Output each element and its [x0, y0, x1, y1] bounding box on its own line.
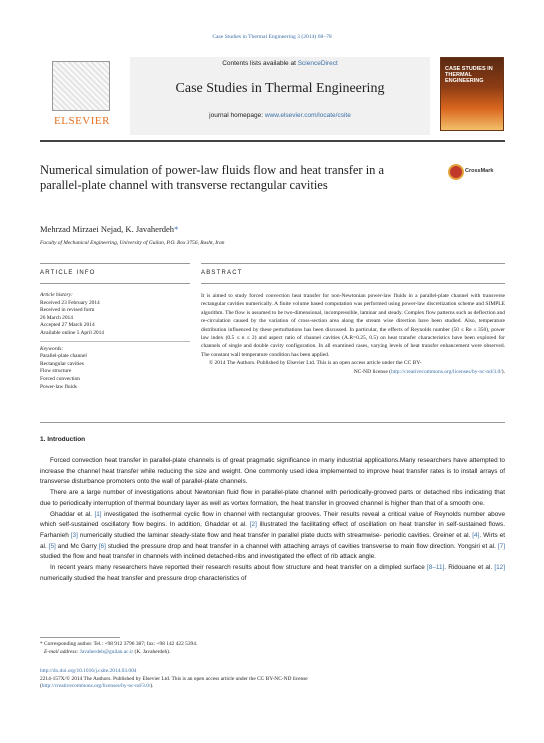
homepage-prefix: journal homepage:	[209, 112, 265, 119]
keywords-label: Keywords:	[40, 345, 64, 352]
doi-link[interactable]: http://dx.doi.org/10.1016/j.csite.2014.03.004	[40, 668, 137, 674]
contents-line	[130, 60, 430, 67]
article-info	[40, 292, 190, 391]
article-title: Numerical simulation of power-law fluids flow and heat transfer in a parallel-plate channel with transverse rectangular cavities	[40, 163, 385, 192]
abstract-end-rule	[40, 422, 505, 423]
text: Ghaddar et al.	[50, 510, 95, 518]
keyword-item: Flow structure	[40, 368, 72, 375]
text: studied the pressure drop and heat transfer in a channel with attaching arrays of cavities transverse to main flow direction. Yongsiri et al.	[105, 542, 498, 550]
text: . Ridouane et al.	[444, 564, 495, 572]
history-item: Received 23 February 2014	[40, 299, 100, 306]
sciencedirect-link[interactable]: ScienceDirect	[297, 60, 338, 67]
text: ).	[150, 683, 154, 690]
keyword-item: Power-law fluids	[40, 383, 77, 390]
citation-link[interactable]: [3]	[70, 531, 78, 539]
info-rule-top	[40, 263, 190, 264]
introduction-body	[40, 456, 505, 584]
citation-link[interactable]: [6]	[98, 542, 106, 550]
email-label: E-mail address:	[44, 648, 80, 655]
text: (	[40, 683, 42, 690]
cover-title: CASE STUDIES IN THERMAL ENGINEERING	[445, 66, 493, 84]
email-line	[40, 649, 505, 657]
info-divider	[40, 338, 190, 342]
license-line	[40, 683, 505, 691]
footnote-rule	[40, 637, 120, 638]
abstract-text: It is aimed to study forced convection heat transfer for non-Newtonian power-law fluids in a parallel-plate channel with transverse rectangular cavities numerically. A finite volume based computation was performed using power-law discretization scheme and SIMPLE algorithm. The flow is assumed to be two-dimensional, incompressible, laminar and steady. Complex flow patterns such as deflection and re-circulation caused by the variation of cross-section area along the stream wise direction have been studied. Also, temperature distribution influenced by these perturbations has been discussed. In particular, the effects of Reynolds number (50 ≤ Re ≤ 350), power law index (0.5 ≤ n ≤ 2) and aspect ratio of channel cavities (A.R=0.25, 0.5) on heat transfer characteristics have been explored for channels of single and double cavity configuration. In all examined cases, varying levels of heat transfer enhancement were observed. The constant wall temperature condition has been applied.	[201, 293, 505, 358]
citation-link[interactable]: [4]	[472, 531, 480, 539]
text: studied the flow and heat transfer in channels with inclined detached-ribs and investigated the effect of rib attack angle.	[40, 553, 376, 561]
publisher-name: ELSEVIER	[54, 115, 110, 127]
abstract-label: ABSTRACT	[201, 270, 243, 276]
paragraph: There are a large number of investigations about Newtonian fluid flow in parallel-plate channel with periodically-grooved parts or detached ribs indicating that due to periodically interruption of thermal boundary layer as well as vortex formation, the heat transfer in grooved channel is higher than that of a smooth one.	[40, 489, 505, 507]
contents-prefix: Contents lists available at	[222, 60, 298, 67]
text: illustrated the facilitating effect of oscillation on heat transfer in self-sustained flows. Farhanieh	[40, 521, 505, 539]
abstract-rule-bottom	[201, 283, 505, 284]
article-info-label: ARTICLE INFO	[40, 270, 96, 276]
journal-title: Case Studies in Thermal Engineering	[175, 81, 385, 96]
email-suffix: (K. Javaherdeh).	[133, 648, 171, 655]
citation-link[interactable]: [12]	[494, 564, 505, 572]
doi-block	[40, 668, 505, 691]
homepage-line	[130, 112, 430, 119]
text: numerically studied the heat transfer and pressure drop characteristics of	[40, 574, 247, 582]
keyword-item: Parallel-plate channel	[40, 353, 87, 360]
text: . Wirts et al.	[40, 531, 505, 550]
abstract	[201, 292, 505, 376]
info-rule-bottom	[40, 283, 190, 284]
crossmark-label: CrossMark	[465, 168, 494, 174]
history-item: 26 March 2014	[40, 314, 73, 321]
affiliation: Faculty of Mechanical Engineering, University of Guilan, P.O. Box 3756, Rasht, Iran	[40, 240, 225, 246]
abstract-rule-top	[201, 263, 505, 264]
masthead	[40, 57, 505, 135]
text: In recent years many researchers have reported their research results about flow structure and heat transfer on a dimpled surface	[50, 564, 427, 572]
running-journal-line[interactable]: Case Studies in Thermal Engineering 3 (2014) 68–78	[212, 34, 332, 40]
masthead-rule	[40, 140, 505, 142]
citation-link[interactable]: [1]	[94, 510, 102, 518]
license-link[interactable]: http://creativecommons.org/licenses/by-nc-nd/3.0/	[41, 683, 151, 690]
corresponding-author-mark[interactable]: *	[174, 224, 179, 234]
copyright-line: 2214-157X/© 2014 The Authors. Published by Elsevier Ltd. This is an open access article under the CC BY-NC-ND license	[40, 675, 308, 682]
homepage-link[interactable]: www.elsevier.com/locate/csite	[264, 112, 351, 119]
keyword-item: Forced convection	[40, 375, 80, 382]
section-heading-introduction: 1. Introduction	[40, 436, 86, 443]
paragraph: Forced convection heat transfer in parallel-plate channels is of great pragmatic significance in many industrial applications.Many researchers have attempted to increase the channel heat transfer while reducing the size and weight. One commonly used idea implemented to improve heat transfer rates is to install arrays of transverse disturbance promoters onto the wall of parallel-plate channels.	[40, 457, 505, 486]
text: and Mc Garry	[55, 542, 99, 550]
email-link[interactable]: Javaherdeh@guilan.ac.ir	[79, 648, 134, 655]
footnote	[40, 641, 505, 656]
corresponding-author-note: * Corresponding author. Tel.: +98 912 3796 387; fax: +98 142 422 5394.	[40, 641, 198, 647]
journal-cover-thumbnail[interactable]	[440, 57, 504, 131]
license-link[interactable]: http://creativecommons.org/licenses/by-nc-nd/3.0/	[390, 368, 502, 375]
history-item: Available online 5 April 2014	[40, 329, 104, 336]
elsevier-logo[interactable]	[40, 57, 124, 127]
history-label: Article history:	[40, 292, 73, 298]
paragraph	[40, 563, 505, 584]
authors	[40, 224, 178, 234]
text: numerically studied the laminar steady-state flow and heat transfer in parallel plate ducts with streamwise- periodic cavities. Greiner et al.	[77, 531, 473, 539]
citation-link[interactable]: [5]	[48, 542, 56, 550]
masthead-banner	[130, 57, 430, 135]
license-prefix: NC-ND license (	[353, 368, 391, 375]
author-names: Mehrzad Mirzaei Nejad, K. Javaherdeh	[40, 224, 175, 234]
license-suffix: ).	[501, 368, 505, 375]
citation-link[interactable]: [7]	[497, 542, 505, 550]
history-item: Received in revised form	[40, 307, 95, 314]
citation-link[interactable]: [2]	[249, 521, 257, 529]
keyword-item: Rectangular cavities	[40, 360, 84, 367]
paragraph	[40, 510, 505, 564]
abstract-license-line1: © 2014 The Authors. Published by Elsevier Ltd. This is an open access article under the CC BY-	[209, 360, 422, 367]
text: investigated the isothermal cyclic flow in channel with rectangular grooves. Their results reveal a critical value of Reynolds number above which self-sustained oscillatory flow begins. In addition, Ghaddar et al.	[40, 510, 505, 529]
history-item: Accepted 27 March 2014	[40, 322, 95, 329]
crossmark-icon	[448, 164, 464, 180]
crossmark-badge[interactable]	[448, 164, 508, 186]
tree-logo-icon	[52, 61, 110, 111]
abstract-license-line2	[201, 368, 505, 376]
citation-link[interactable]: [8–11]	[426, 564, 445, 572]
